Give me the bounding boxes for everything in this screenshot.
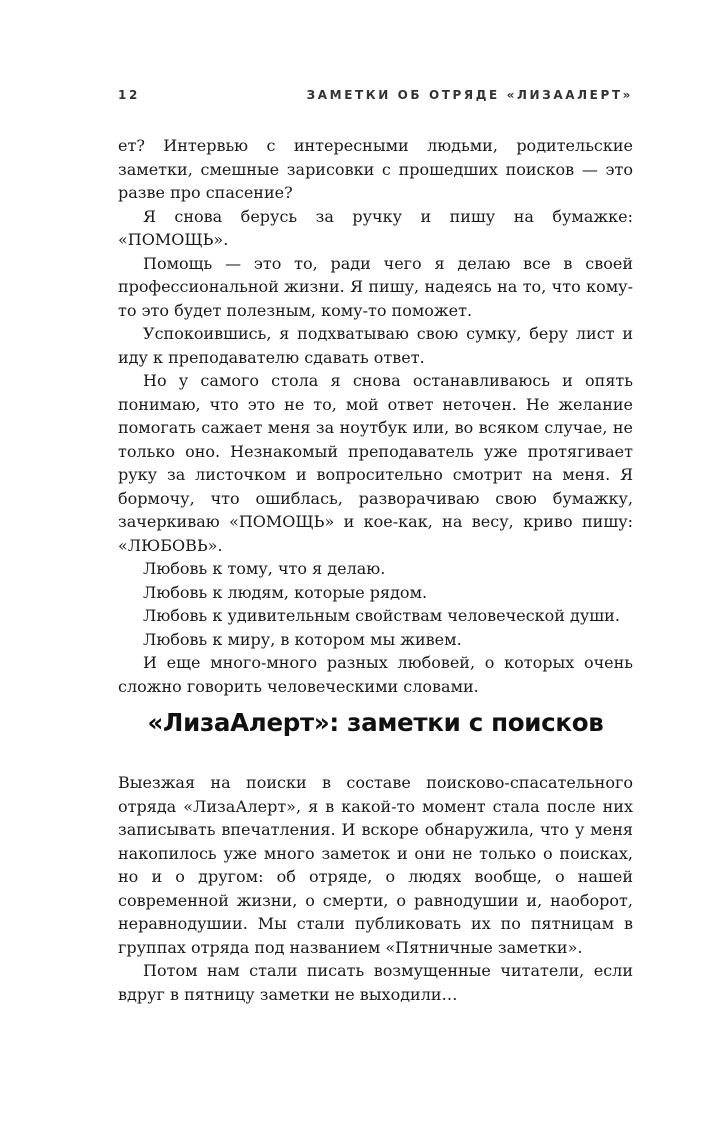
running-title: ЗАМЕТКИ ОБ ОТРЯДЕ «ЛИЗААЛЕРТ» [306, 88, 633, 102]
paragraph: Любовь к людям, которые рядом. [143, 582, 428, 602]
paragraph: Любовь к тому, что я делаю. [143, 559, 386, 578]
text-block-bottom [118, 771, 633, 1006]
paragraph: И еще много-много разных любовей, о которых очень сложно говорить человеческими словами. [118, 653, 633, 696]
paragraph: Но у самого стола я снова останавливаюсь и опять понимаю, что это не то, мой ответ неточен. Не желание помогать сажает меня за ноутбук или, во всяком случае, не только оно. Незнакомый преподаватель уже протягивает руку за листочком и вопросительно смотрит на меня. Я бормочу, что ошиблась, разворачиваю свою бумажку, зачеркиваю «ПОМОЩЬ» и кое-как, на весу, криво пишу: «ЛЮБОВЬ». [118, 371, 633, 555]
running-header [118, 88, 633, 110]
paragraph: Помощь — это то, ради чего я делаю все в своей профессиональной жизни. Я пишу, надеясь на то, что кому-то это будет полезным, кому-то поможет. [118, 253, 633, 320]
paragraph: Любовь к миру, в котором мы живем. [143, 629, 462, 649]
paragraph: Я снова берусь за ручку и пишу на бумажке: «ПОМОЩЬ». [118, 206, 633, 249]
paragraph: ет? Интервью с интересными людьми, родительские заметки, смешные зарисовки с прошедших поисков — это разве про спасение? [118, 136, 633, 202]
text-block-top [118, 134, 633, 698]
paragraph: Потом нам стали писать возмущенные читатели, если вдруг в пятницу заметки не выходили… [118, 961, 633, 1004]
page-number: 12 [118, 88, 140, 102]
paragraph: Любовь к удивительным свойствам человеческой души. [143, 606, 620, 625]
paragraph: Успокоившись, я подхватываю свою сумку, беру лист и иду к преподавателю сдавать ответ. [118, 324, 633, 367]
section-heading: «ЛизаАлерт»: заметки с поисков [147, 708, 604, 737]
paragraph: Выезжая на поиски в составе поисково-спасательного отряда «ЛизаАлерт», я в какой-то момент стала после них записывать впечатления. И вскоре обнаружила, что у меня накопилось уже много заметок и они не только о поисках, но и о другом: об отряде, о людях вообще, о нашей современной жизни, о смерти, о равнодушии и, наоборот, неравнодушии. Мы стали публиковать их по пятницам в группах отряда под названием «Пятничные заметки». [118, 773, 633, 957]
